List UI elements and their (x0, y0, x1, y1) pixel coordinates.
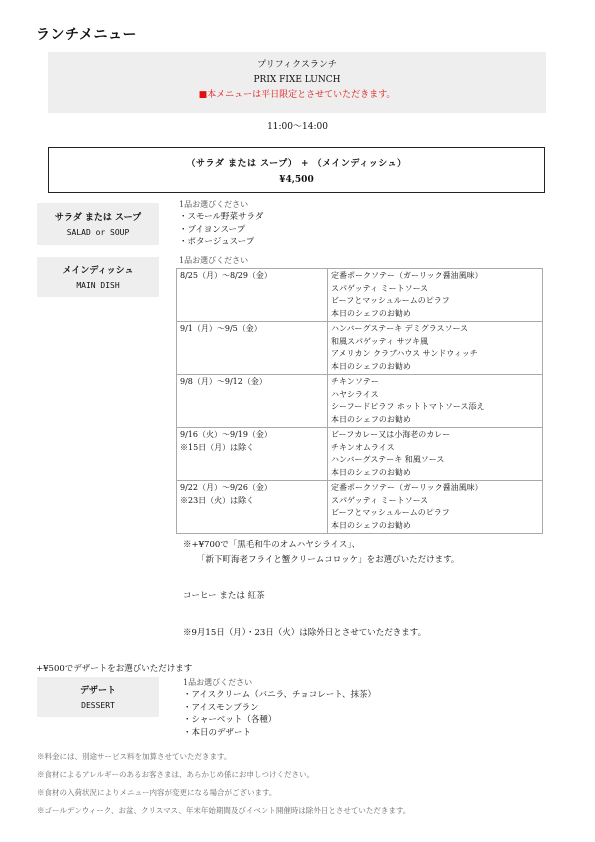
weekday-only-notice: ■本メニューは平日限定とさせていただきます。 (198, 90, 396, 100)
week-dishes-cell (328, 269, 543, 322)
week-date-cell (177, 269, 328, 322)
footnote: ※ゴールデンウィーク、お盆、クリスマス、年末年始期間及びイベント開催時は除外日とさせていただきます。 (37, 806, 411, 815)
week-date-cell (177, 322, 328, 375)
week-date-cell (177, 481, 328, 534)
salad-soup-note: 1品お選びください (179, 200, 249, 209)
main-dish-note: 1品お選びください (179, 256, 249, 265)
salad-soup-list (179, 211, 263, 249)
dish-item: スパゲッティ ミートソース (331, 495, 429, 505)
course-price-box (48, 147, 545, 193)
dish-item: 本日のシェフのお勧め (331, 520, 411, 530)
dessert-list (183, 689, 376, 739)
dessert-label-en: DESSERT (81, 701, 115, 710)
table-row (177, 375, 543, 428)
dessert-label (37, 677, 159, 717)
week-date: 8/25（月）～8/29（金） (180, 271, 272, 280)
exclusion-dates-note: ※9月15日（月）・23日（火）は除外日とさせていただきます。 (183, 628, 427, 638)
main-dish-schedule-table (176, 268, 543, 534)
salad-soup-label-en: SALAD or SOUP (66, 228, 130, 237)
main-dish-label-ja: メインディッシュ (62, 266, 134, 276)
dish-item: 本日のシェフのお勧め (331, 414, 411, 424)
salad-soup-label (37, 203, 159, 245)
list-item: ・アイスモンブラン (183, 702, 259, 713)
dish-item: 定番ポークソテー（ガーリック醤油風味） (331, 483, 483, 492)
table-row (177, 322, 543, 375)
week-dishes-cell (328, 375, 543, 428)
course-price: ¥4,500 (279, 175, 314, 185)
dish-item: 本日のシェフのお勧め (331, 467, 411, 477)
week-date-cell (177, 428, 328, 481)
dish-item: シーフードピラフ ホットトマトソース添え (331, 402, 485, 411)
dish-item: 定番ポークソテー（ガーリック醤油風味） (331, 271, 483, 280)
list-item: ・ブイヨンスープ (179, 224, 246, 235)
course-composition: （サラダ または スープ） + （メインディッシュ） (186, 159, 407, 169)
dish-item: ビーフとマッシュルームのピラフ (331, 508, 450, 517)
dessert-label-ja: デザート (79, 686, 116, 696)
week-date: 9/22（月）～9/26（金） (180, 483, 272, 492)
dish-item: 本日のシェフのお勧め (331, 308, 411, 318)
table-row (177, 269, 543, 322)
week-date: 9/8（月）～9/12（金） (180, 377, 267, 386)
dish-item: スパゲッティ ミートソース (331, 283, 429, 293)
main-dish-label-en: MAIN DISH (76, 281, 120, 290)
list-item: ・アイスクリーム（バニラ、チョコレート、抹茶） (183, 690, 376, 700)
week-date-note: ※23日（火）は除く (180, 495, 255, 505)
footnote: ※食材によるアレルギーのあるお客さまは、あらかじめ係にお申しつけください。 (37, 770, 315, 779)
prix-fixe-header (48, 52, 546, 113)
list-item: ・本日のデザート (183, 727, 252, 738)
week-date-note: ※15日（月）は除く (180, 442, 255, 452)
dish-item: チキンソテー (331, 377, 379, 386)
dessert-note: 1品お選びください (183, 678, 253, 687)
page-title: ランチメニュー (36, 27, 137, 43)
dessert-offer: +¥500でデザートをお選びいただけます (36, 664, 193, 674)
prix-fixe-title-ja: プリフィクスランチ (257, 60, 337, 70)
list-item: ・スモール野菜サラダ (179, 212, 264, 222)
week-dishes-cell (328, 428, 543, 481)
salad-soup-label-ja: サラダ または スープ (54, 213, 142, 223)
list-item: ・シャーベット（各種） (183, 715, 277, 725)
week-date: 9/1（月）～9/5（金） (180, 324, 262, 333)
table-row (177, 428, 543, 481)
dish-item: チキンオムライス (331, 442, 395, 452)
dish-item: ハンバーグステーキ 和風ソース (331, 455, 445, 464)
week-date: 9/16（火）～9/19（金） (180, 430, 272, 439)
table-row (177, 481, 543, 534)
upgrade-note-line1: ※+¥700で「黒毛和牛のオムハヤシライス」、 (183, 540, 361, 550)
footnote: ※料金には、別途サービス料を加算させていただきます。 (37, 752, 232, 761)
week-dishes-cell (328, 322, 543, 375)
dish-item: アメリカン クラブハウス サンドウィッチ (331, 349, 478, 358)
prix-fixe-title-en: PRIX FIXE LUNCH (253, 75, 341, 85)
footnote: ※食材の入荷状況によりメニュー内容が変更になる場合がございます。 (37, 788, 277, 797)
upgrade-note-line2: 「新下町海老フライと蟹クリームコロッケ」をお選びいただけます。 (197, 555, 460, 565)
drink-choice: コーヒー または 紅茶 (183, 591, 265, 601)
dish-item: ビーフとマッシュルームのピラフ (331, 296, 450, 305)
week-dishes-cell (328, 481, 543, 534)
lunch-hours: 11:00～14:00 (267, 122, 328, 132)
main-dish-label (37, 257, 159, 297)
dish-item: ハンバーグステーキ デミグラスソース (331, 324, 469, 333)
dish-item: ビーフカレー又は小海老のカレー (331, 430, 451, 439)
week-date-cell (177, 375, 328, 428)
dish-item: 本日のシェフのお勧め (331, 361, 411, 371)
dish-item: ハヤシライス (331, 389, 379, 399)
list-item: ・ポタージュスープ (179, 237, 255, 247)
dish-item: 和風スパゲッティ サツキ風 (331, 336, 429, 346)
